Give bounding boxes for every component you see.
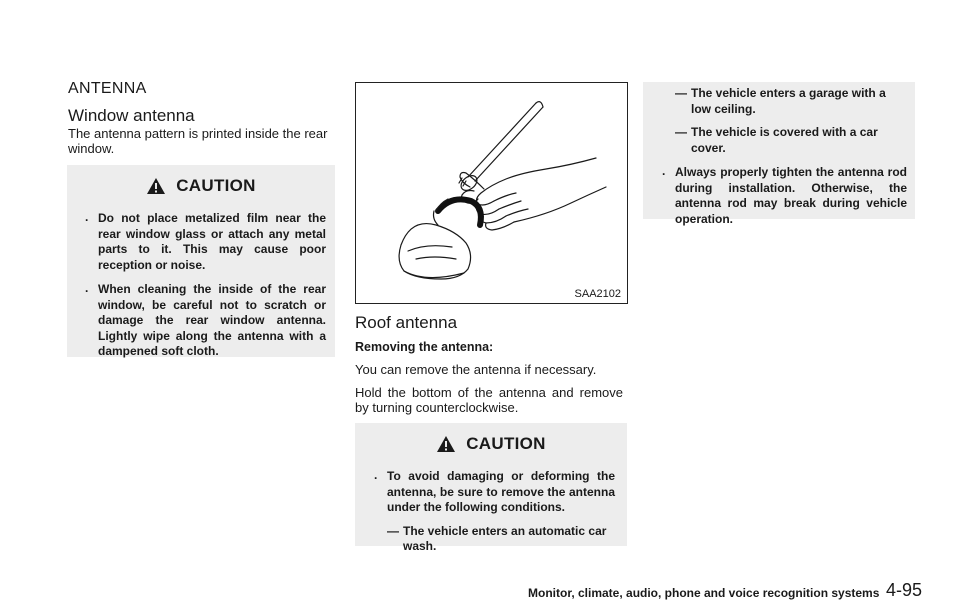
- caution-header: [355, 431, 627, 457]
- caution-box-roof: [355, 423, 627, 553]
- warning-icon: [146, 177, 166, 195]
- caution-title: CAUTION: [176, 176, 256, 195]
- warning-icon: [436, 435, 456, 453]
- footer-chapter: Monitor, climate, audio, phone and voice recognition systems: [528, 586, 880, 600]
- page-number: 4-95: [886, 580, 923, 600]
- roof-antenna-heading: Roof antenna: [355, 313, 458, 332]
- caution-box-window: [67, 165, 335, 357]
- caution-item: . To avoid damaging or deforming the antenna, be sure to remove the antenna under the following conditions.: [374, 468, 615, 514]
- roof-antenna-para2: Hold the bottom of the antenna and remove by turning counterclockwise.: [355, 385, 623, 415]
- caution-header: [67, 173, 335, 199]
- caution-item: . When cleaning the inside of the rear window, be careful not to scratch or damage the rear window antenna. Lightly wipe along the antenna with a dampened soft cloth.: [85, 281, 326, 358]
- hand-removing-antenna-drawing: [356, 83, 627, 303]
- removing-antenna-label: Removing the antenna:: [355, 340, 494, 354]
- caution-list: [85, 210, 326, 360]
- caution-sub-item: — The vehicle enters an automatic car wash.: [387, 523, 607, 553]
- caution-item: . Do not place metalized film near the rear window glass or attach any metal parts to it. This may cause poor reception or noise.: [85, 210, 326, 272]
- figure-code: SAA2102: [574, 288, 621, 300]
- caution-box-roof-continued: [643, 82, 915, 226]
- window-antenna-heading: Window antenna: [68, 106, 195, 125]
- window-antenna-body: The antenna pattern is printed inside the rear window.: [68, 126, 328, 156]
- caution-list: [374, 468, 615, 516]
- roof-antenna-para1: You can remove the antenna if necessary.: [355, 362, 597, 377]
- antenna-illustration: [355, 82, 628, 304]
- caution-sub-item: — The vehicle enters a garage with a low ceiling.: [675, 86, 886, 116]
- caution-title: CAUTION: [466, 434, 546, 453]
- caution-list: [662, 164, 907, 227]
- section-title: ANTENNA: [68, 80, 147, 97]
- caution-sub-item: — The vehicle is covered with a car cover.: [675, 125, 878, 155]
- caution-item: . Always properly tighten the antenna rod during installation. Otherwise, the antenna rod may break during vehicle operation.: [662, 164, 907, 226]
